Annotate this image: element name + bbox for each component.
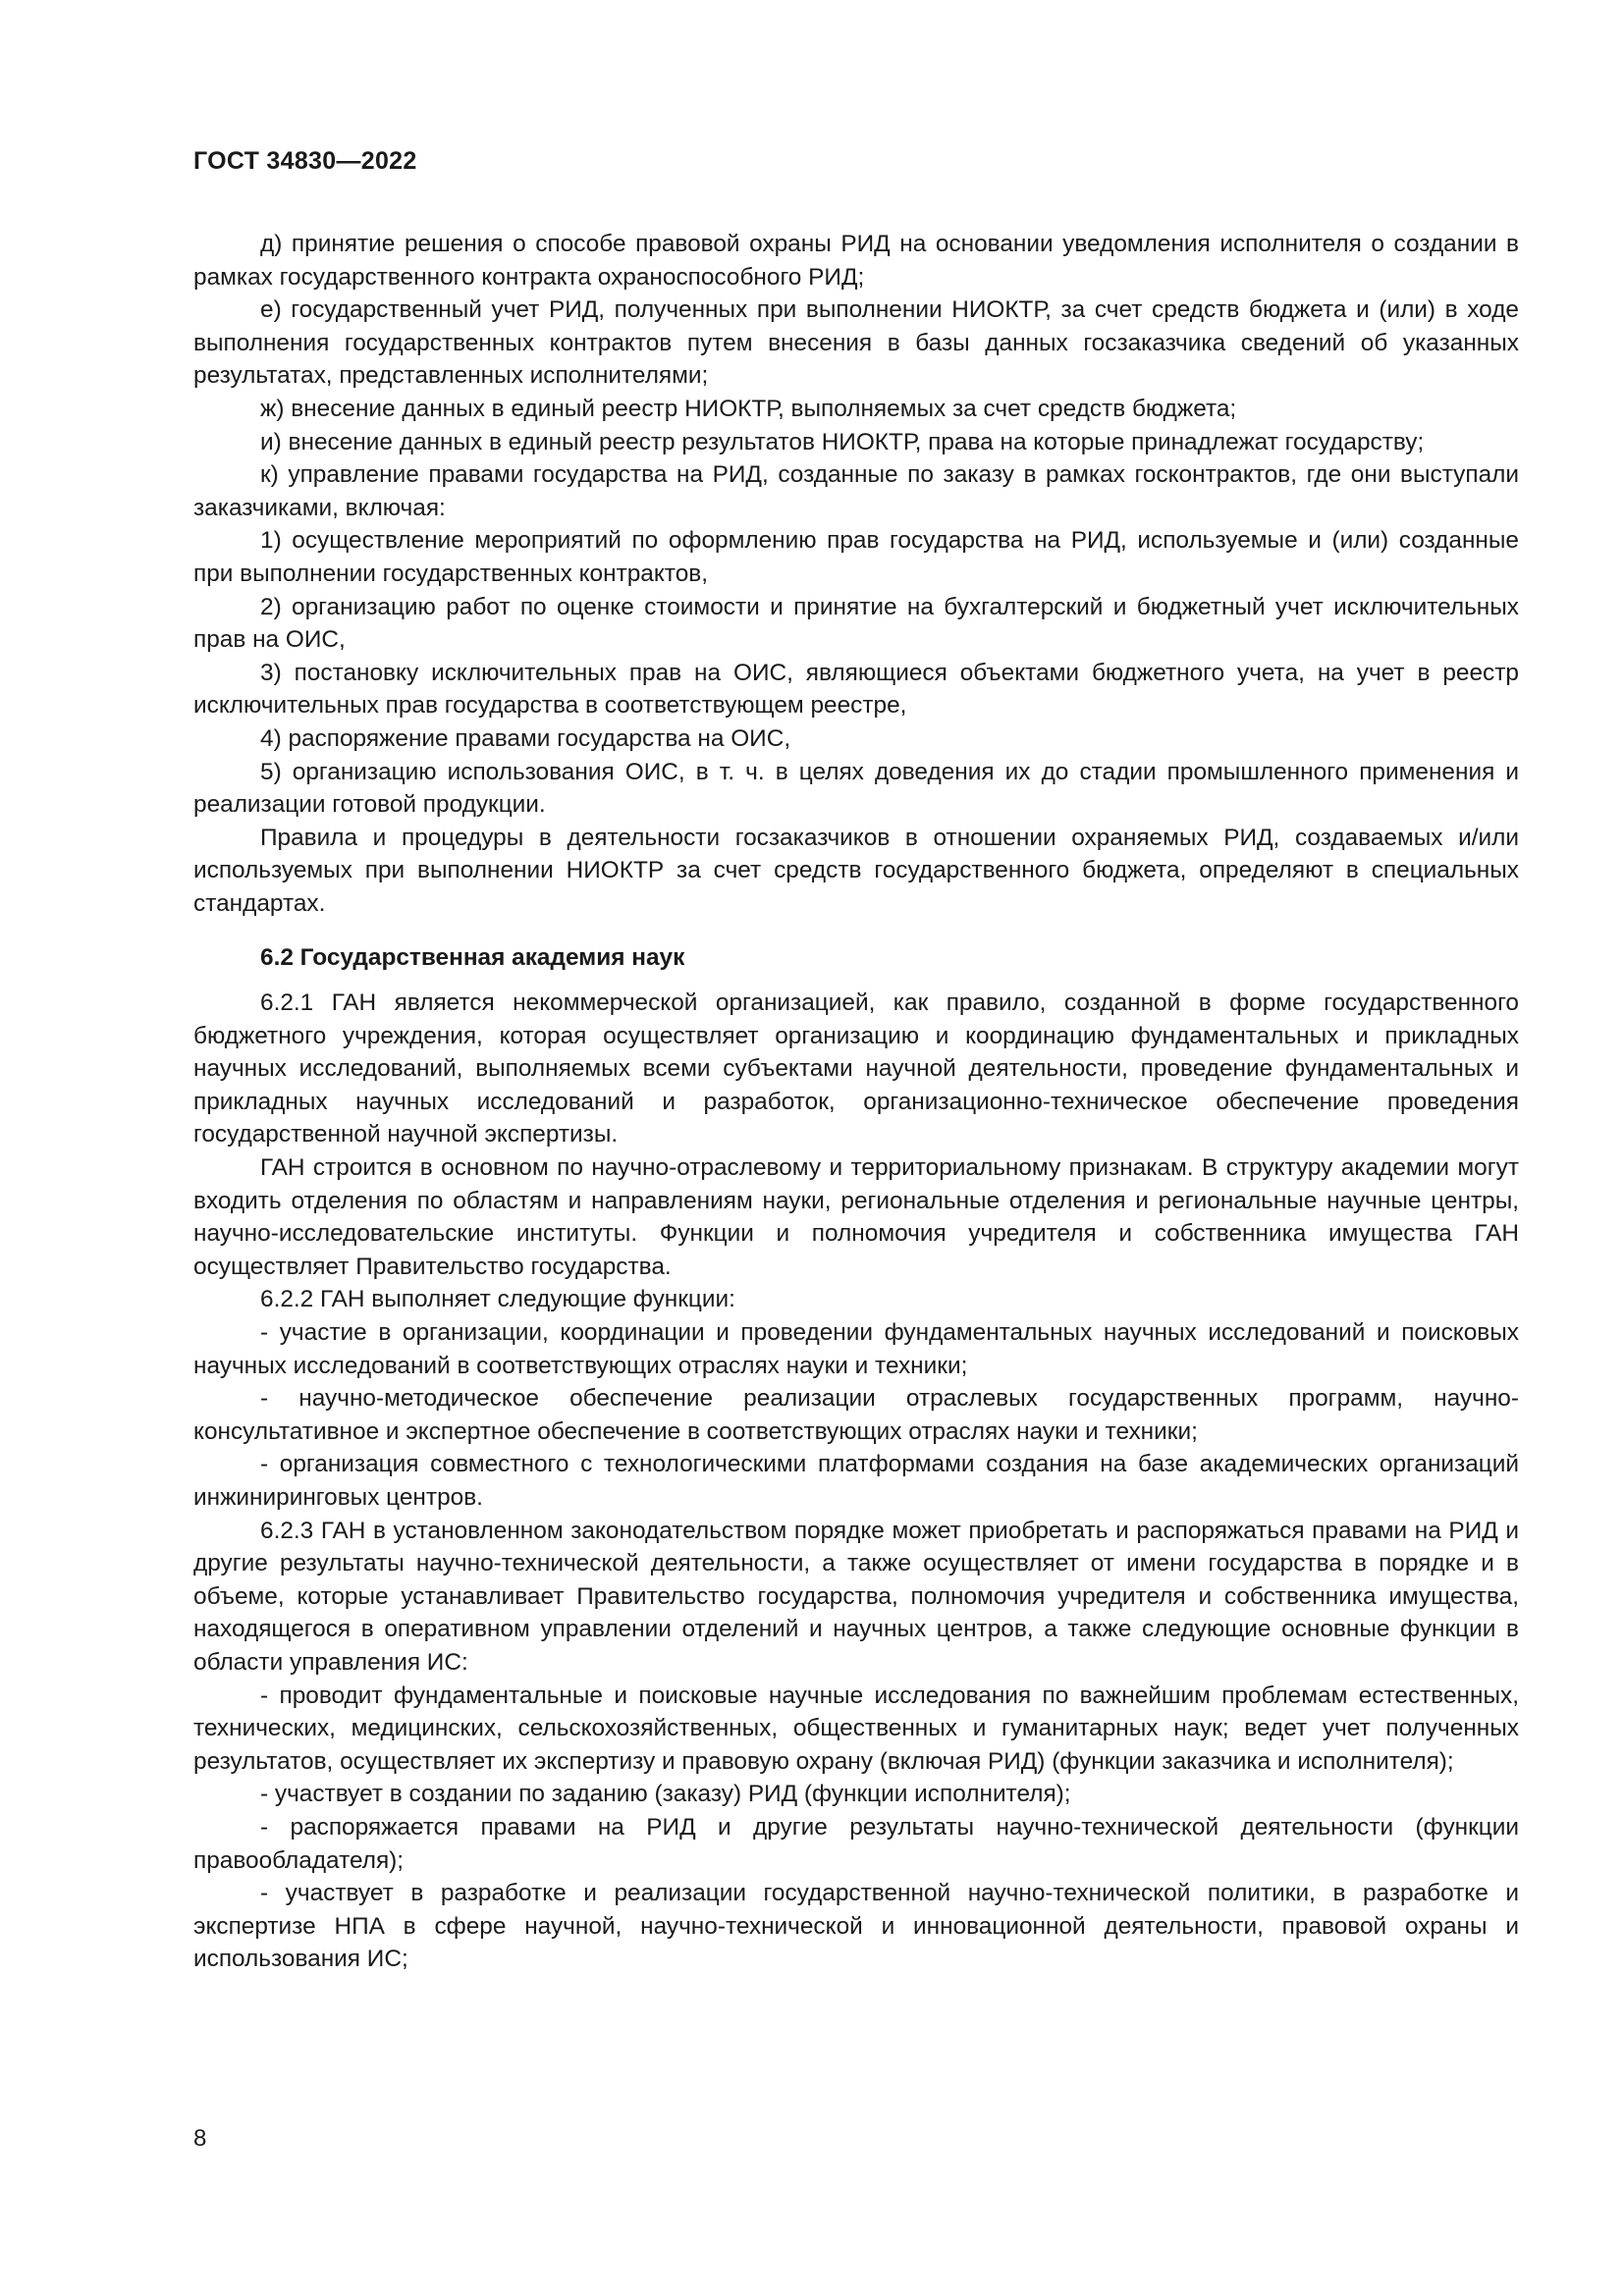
paragraph: е) государственный учет РИД, полученных при выполнении НИОКТР, за счет средств бюджета и (или) в ходе выполнения государственных контрактов путем внесения в базы данных госзаказчика сведений об указанных результатах, представленных исполнителями; <box>193 296 1519 390</box>
paragraph: д) принятие решения о способе правовой охраны РИД на основании уведомления исполнителя о создании в рамках государственного контракта охраноспособного РИД; <box>193 231 1519 291</box>
paragraph: 6.2.2 ГАН выполняет следующие функции: <box>260 1286 735 1313</box>
document-code: ГОСТ 34830—2022 <box>193 147 417 175</box>
paragraph: 6.2.3 ГАН в установленном законодательством порядке может приобретать и распоряжаться правами на РИД и другие результаты научно-технической деятельности, а также осуществляет от имени государства в порядке и в объеме, которые устанавливает Правительство государства, полномочия учредителя и собственника имущества, находящегося в оперативном управлении отделений и научных центров, а также следующие основные функции в области управления ИС: <box>193 1517 1519 1676</box>
paragraph: - участие в организации, координации и проведении фундаментальных научных исследований и поисковых научных исследований в соответствующих отраслях науки и техники; <box>193 1319 1519 1379</box>
paragraph: 3) постановку исключительных прав на ОИС, являющиеся объектами бюджетного учета, на учет в реестр исключительных прав государства в соответствующем реестре, <box>193 659 1519 720</box>
paragraph: 4) распоряжение правами государства на ОИС, <box>260 724 791 752</box>
paragraph: ж) внесение данных в единый реестр НИОКТР, выполняемых за счет средств бюджета; <box>260 395 1237 422</box>
paragraph: - участвует в создании по заданию (заказу) РИД (функции исполнителя); <box>260 1781 1071 1808</box>
paragraph: - проводит фундаментальные и поисковые научные исследования по важнейшим проблемам естественных, технических, медицинских, сельскохозяйственных, общественных и гуманитарных наук; ведет учет полученных результатов, осуществляет их экспертизу и правовую охрану (включая РИД) (функции заказчика и исполнителя); <box>193 1682 1519 1775</box>
section-heading: 6.2 Государственная академия наук <box>260 944 685 972</box>
paragraph: Правила и процедуры в деятельности госзаказчиков в отношении охраняемых РИД, создаваемых и/или используемых при выполнении НИОКТР за счет средств государственного бюджета, определяют в специальных стандартах. <box>193 824 1519 917</box>
paragraph: 5) организацию использования ОИС, в т. ч. в целях доведения их до стадии промышленного применения и реализации готовой продукции. <box>193 758 1519 819</box>
paragraph: к) управление правами государства на РИД, созданные по заказу в рамках госконтрактов, где они выступали заказчиками, включая: <box>193 461 1519 521</box>
paragraph: 1) осуществление мероприятий по оформлению прав государства на РИД, используемые и (или) созданные при выполнении государственных контрактов, <box>193 527 1519 587</box>
paragraph: - участвует в разработке и реализации государственной научно-технической политики, в разработке и экспертизе НПА в сфере научной, научно-технической и инновационной деятельности, правовой охраны и использования ИС; <box>193 1880 1519 1973</box>
paragraph: - распоряжается правами на РИД и другие результаты научно-технической деятельности (функции правообладателя); <box>193 1813 1519 1874</box>
paragraph: 2) организацию работ по оценке стоимости и принятие на бухгалтерский и бюджетный учет исключительных прав на ОИС, <box>193 593 1519 654</box>
paragraph: 6.2.1 ГАН является некоммерческой организацией, как правило, созданной в форме государственного бюджетного учреждения, которая осуществляет организацию и координацию фундаментальных и прикладных научных исследований, выполняемых всеми субъектами научной деятельности, проведение фундаментальных и прикладных научных исследований и разработок, организационно-техническое обеспечение проведения государственной научной экспертизы. <box>193 989 1519 1148</box>
paragraph: ГАН строится в основном по научно-отраслевому и территориальному признакам. В структуру академии могут входить отделения по областям и направлениям науки, региональные отделения и региональные научные центры, научно-исследовательские институты. Функции и полномочия учредителя и собственника имущества ГАН осуществляет Правительство государства. <box>193 1154 1519 1280</box>
page-number: 8 <box>193 2125 207 2152</box>
document-body <box>193 228 1519 1976</box>
paragraph: и) внесение данных в единый реестр результатов НИОКТР, права на которые принадлежат государству; <box>260 428 1425 455</box>
paragraph: - научно-методическое обеспечение реализации отраслевых государственных программ, научно-консультативное и экспертное обеспечение в соответствующих отраслях науки и техники; <box>193 1385 1519 1445</box>
paragraph: - организация совместного с технологическими платформами создания на базе академических организаций инжиниринговых центров. <box>193 1451 1519 1511</box>
